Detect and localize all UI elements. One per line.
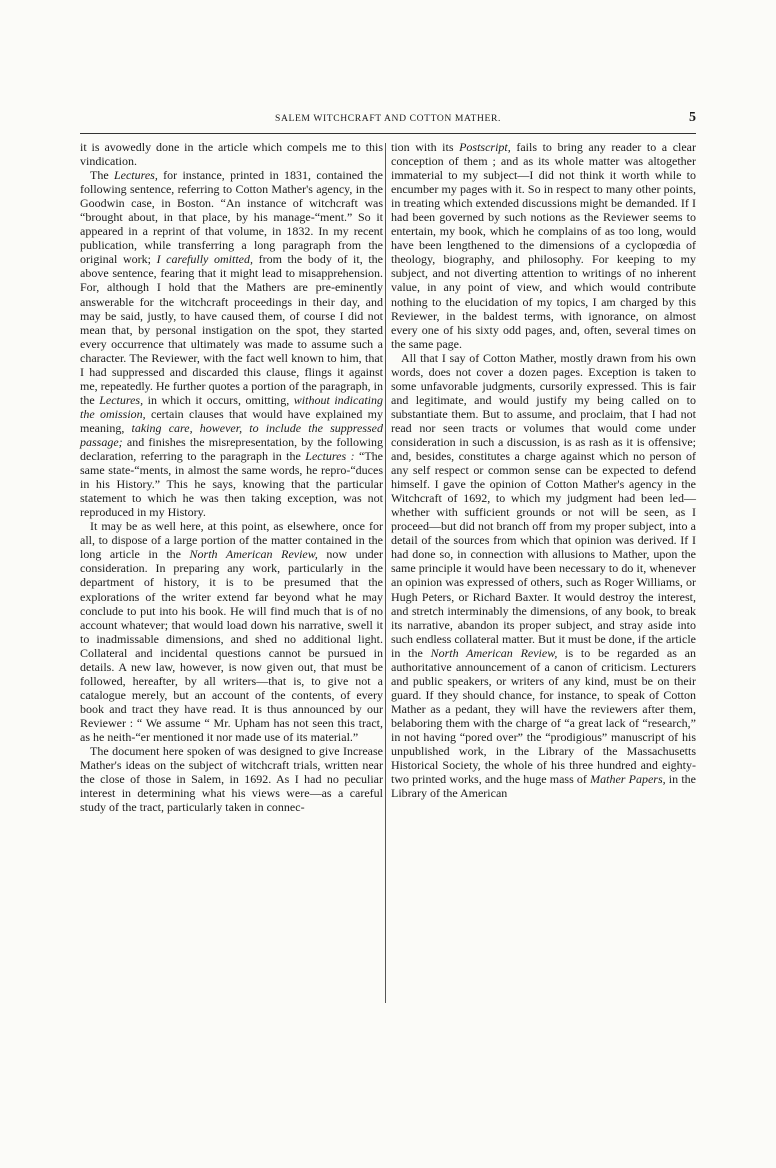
- text-run: now under consideration. In preparing any work, particularly in the department of history, it is to be presumed that the explorations of the writer extend far beyond what he may conclude to put into his book. He will find much that is of no account whatever; that would load down his narrative, swell it to inadmissable dimensions, and shed no additional light. Collateral and incidental questions cannot be pursued in details. A new law, however, is now given out, that must be followed, hereafter, by all writers—that is, to give not a catalogue merely, but an account of the contents, of every book and tract they have read. It is thus announced by our Reviewer : “ We assume “ Mr. Upham has not seen this tract, as he neith-“er mentioned it nor made use of its material.”: [80, 547, 383, 744]
- text-run: in which it occurs, omitting,: [143, 392, 294, 407]
- italic-text: Postscript,: [459, 140, 511, 154]
- paragraph: [80, 168, 383, 519]
- text-run: “The same state-“ments, in almost the same words, he repro-“duces in his History.” This he says, knowing that the particular statement to which he was then taking exception, was not reproduced in my History.: [80, 449, 383, 520]
- italic-text: North American Review,: [189, 547, 318, 562]
- page-number: 5: [689, 110, 696, 125]
- left-column: [80, 140, 383, 814]
- italic-text: Lectures,: [99, 392, 144, 407]
- paragraph: [391, 351, 696, 801]
- text-run: All that I say of Cotton Mather, mostly drawn from his own words, does not cover a dozen pages. Exception is taken to some unfavorable judgments, cursorily expressed. This is fair and legitimate, and would justify my being called on to substantiate them. But to assume, and proclaim, that I had not read nor seen tracts or volumes that would come under consideration in such a discussion, is as rash as it is offensive; and, besides, constitutes a charge against which no person of any self respect or common sense can be expected to defend himself. I gave the opinion of Cotton Mather's agency in the Witchcraft of 1692, to which my judgment had been led—whether with sufficient grounds or not will be seen, as I proceed—but did not branch off from my proper subject, into a detail of the sources from which that opinion was derived. If I had done so, in connection with allusions to Mather, upon the same principle it would have been necessary to do it, whenever an opinion was expressed of others, such as Roger Williams, or Hugh Peters, or Richard Baxter. It would destroy the interest, and stretch interminably the dimensions, of any book, to break its narrative, abandon its proper subject, and stray aside into such endless collateral matter. But it must be done, if the article in the: [391, 350, 696, 660]
- text-run: from the body of it, the above sentence, fearing that it might lead to misapprehension. For, although I hold that the Mathers are pre-eminently answerable for the witchcraft proceedings in their day, and may be said, justly, to have caused them, of course I did not mean that, by personal instigation on the spot, they started every occurrence that ultimately was made to assume such a character. The Reviewer, with the fact well known to him, that I had suppressed and discarded this clause, flings it against me, repeatedly. He further quotes a portion of the paragraph, in the: [80, 252, 384, 407]
- running-head: [80, 112, 696, 128]
- italic-text: Lectures,: [113, 168, 158, 183]
- text-run: in the Library of the American: [391, 772, 696, 801]
- text-run: for instance, printed in 1831, contained the following sentence, referring to Cotton Mather's agency, in the Goodwin case, in Boston. “An instance of witchcraft was “brought about, in that place, by his manage-“ment.” So it appeared in a reprint of that volume, in 1832. In my recent publication, while transferring a long paragraph from the original work;: [80, 168, 383, 267]
- paragraph: [391, 140, 696, 351]
- text-run: It may be as well here, at this point, as elsewhere, once for all, to dispose of a large portion of the matter contained in the long article in the: [80, 519, 383, 562]
- paragraph: [80, 519, 383, 744]
- text-run: and finishes the misrepresentation, by the following declaration, referring to the paragraph in the: [80, 434, 383, 464]
- paragraph: [80, 744, 383, 814]
- column-divider: [385, 143, 386, 1003]
- text-run: is to be regarded as an authoritative announcement of a canon of criticism. Lecturers and public speakers, or writers of any kind, must be on their guard. If they should chance, for instance, to speak of Cotton Mather as a pedant, they will have the reviewers after them, belaboring them with the charge of “a great lack of “research,” in not having “pored over” the “prodigious” manuscript of his unpublished work, in the Library of the Massachusetts Historical Society, the whole of his three hundred and eighty-two printed works, and the huge mass of: [391, 645, 696, 787]
- italic-text: I carefully omitted,: [156, 252, 253, 267]
- italic-text: taking care, however, to include the suppressed passage;: [80, 420, 383, 449]
- italic-text: without indicating the omission,: [80, 392, 383, 421]
- text-run: it is avowedly done in the article which compels me to this vindication.: [80, 140, 383, 169]
- text-run: The document here spoken of was designed to give Increase Mather's ideas on the subject of witchcraft trials, written near the close of those in Salem, in 1692. As I had no peculiar interest in determining what his views were—as a careful study of the tract, particularly taken in connec-: [80, 744, 383, 815]
- paragraph: [80, 140, 383, 168]
- italic-text: North American Review,: [430, 645, 558, 660]
- right-column: [391, 140, 696, 800]
- text-run: tion with its: [391, 140, 460, 154]
- text-run: fails to bring any reader to a clear conception of them ; and as its whole matter was altogether immaterial to my subject—I did not think it worth while to encumber my pages with it. So in respect to many other points, in treating which extended discussions might be demanded. If I had been governed by such notions as the Reviewer seems to entertain, my book, which he complains of as too long, would have been lengthened to the dimensions of a cyclopœdia of theology, biography, and philosophy. For keeping to my subject, and not diverting attention to writings of no inherent value, in any point of view, and which would contribute nothing to the elucidation of my topics, I am charged by this Reviewer, in the baldest terms, with ignorance, on almost every one of his sixty odd pages, and, often, several times on the same page.: [391, 140, 697, 351]
- text-run: The: [90, 168, 114, 183]
- header-rule: [80, 133, 696, 134]
- italic-text: Mather Papers,: [590, 772, 666, 787]
- running-title: SALEM WITCHCRAFT AND COTTON MATHER.: [275, 113, 501, 124]
- italic-text: Lectures :: [305, 449, 355, 464]
- text-run: certain clauses that would have explained my meaning,: [80, 406, 384, 435]
